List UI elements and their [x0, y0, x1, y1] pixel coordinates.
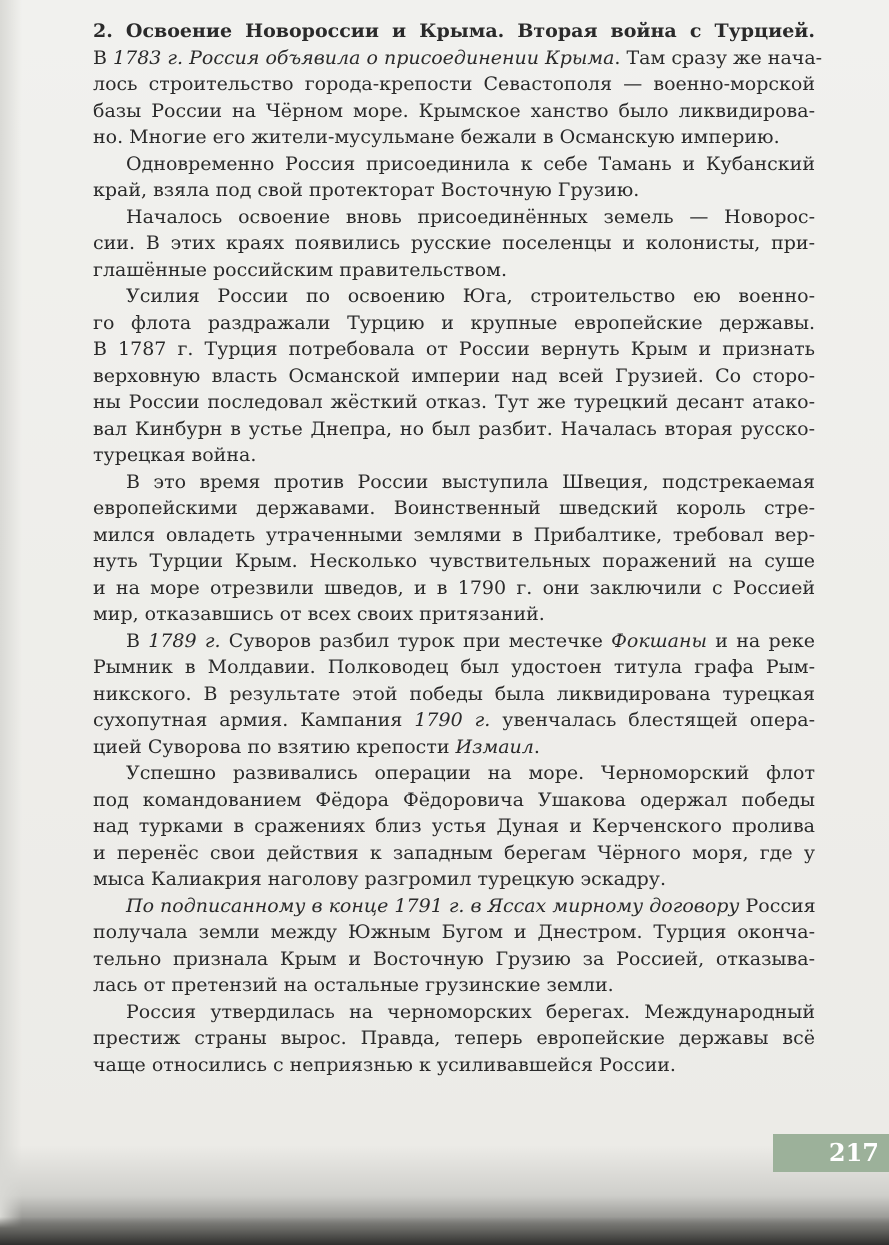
text-span: Россия — [739, 894, 816, 917]
text-line — [93, 601, 815, 628]
text-span: над турками в сражениях близ устья Дуная и Керченского пролива — [93, 815, 815, 837]
text-line — [93, 363, 815, 390]
text-line — [93, 866, 815, 893]
text-span: В — [93, 46, 114, 69]
text-line — [93, 840, 815, 867]
text-line — [93, 495, 815, 522]
italic-text-span: 1789 г. — [148, 629, 221, 652]
text-span: получала земли между Южным Бугом и Днестром. Турция оконча- — [93, 921, 815, 943]
italic-text-span: 1790 г. — [414, 709, 491, 731]
text-line — [93, 124, 815, 151]
text-span: и на море отрезвили шведов, и в 1790 г. они заключили с Россией — [93, 576, 815, 599]
text-line — [93, 1052, 815, 1079]
text-span: нуть Турции Крым. Несколько чувствительных поражений на суше — [93, 550, 815, 572]
text-span: Усилия России по освоению Юга, строительство ею военно- — [126, 285, 815, 307]
text-span: мир, отказавшись от всех своих притязаний. — [93, 603, 545, 625]
text-span: В это время против России выступила Швеция, подстрекаемая — [126, 470, 815, 493]
section-heading — [93, 18, 815, 45]
text-span: Суворов разбил турок при местечке — [220, 629, 612, 652]
text-line — [93, 654, 815, 681]
text-line — [93, 416, 815, 443]
text-span: мился овладеть утраченными землями в Прибалтике, требовал вер- — [93, 523, 815, 546]
text-line — [93, 522, 815, 549]
text-span: . — [533, 735, 540, 758]
text-span: край, взяла под свой протекторат Восточную Грузию. — [93, 179, 640, 201]
text-line — [93, 946, 815, 973]
text-span: лось строительство города-крепости Севастополя — военно-морской — [93, 73, 815, 95]
text-span: ны России последовал жёсткий отказ. Тут же турецкий десант атако- — [93, 391, 815, 413]
text-body — [93, 18, 823, 1078]
text-span: мыса Калиакрия наголову разгромил турецкую эскадру. — [93, 868, 667, 890]
text-line — [93, 336, 815, 363]
page-gutter-shadow — [0, 0, 22, 1245]
text-span: цией Суворова по взятию крепости — [93, 735, 456, 758]
text-line — [93, 575, 815, 602]
text-span: и на реке — [706, 629, 815, 652]
text-span: сии. В этих краях появились русские поселенцы и колонисты, при- — [93, 232, 815, 254]
text-span: Россия утвердилась на черноморских берегах. Международный — [126, 1000, 815, 1023]
text-line — [93, 310, 815, 337]
text-span: В 1787 г. Турция потребовала от России вернуть Крым и признать — [93, 338, 815, 360]
text-line — [93, 919, 815, 946]
text-span: . Там сразу же нача- — [614, 46, 823, 69]
text-span: В — [126, 629, 149, 652]
page-number: 217 — [828, 1138, 879, 1167]
text-line — [93, 813, 815, 840]
text-span: лась от претензий на остальные грузинские земли. — [93, 974, 614, 996]
text-line — [93, 787, 815, 814]
text-line — [93, 389, 815, 416]
text-line — [93, 257, 815, 284]
text-span: Началось освоение вновь присоединённых земель — Новорос- — [126, 205, 815, 228]
text-line — [93, 760, 815, 787]
text-span: европейскими державами. Воинственный шведский король стре- — [93, 497, 815, 519]
text-span: го флота раздражали Турцию и крупные европейские державы. — [93, 311, 815, 334]
text-line — [93, 681, 815, 708]
italic-text-span: Измаил — [455, 735, 534, 758]
text-line — [93, 230, 815, 257]
italic-text-span: 1783 г. Россия объявила о присоединении Крыма — [113, 46, 615, 69]
text-line — [93, 548, 815, 575]
text-line — [93, 628, 815, 655]
text-line — [93, 707, 815, 734]
text-span: никского. В результате этой победы была ликвидирована турецкая — [93, 682, 815, 705]
text-line — [93, 972, 815, 999]
text-span: чаще относились с неприязнью к усиливавшейся России. — [93, 1053, 676, 1076]
text-span: турецкая война. — [93, 444, 257, 466]
text-span: тельно признала Крым и Восточную Грузию за Россией, отказыва- — [93, 947, 815, 970]
text-span: сухопутная армия. Кампания — [93, 709, 415, 731]
text-line — [93, 45, 823, 72]
text-line — [93, 71, 815, 98]
text-span: вал Кинбурн в устье Днепра, но был разбит. Началась вторая русско- — [93, 417, 815, 440]
italic-text-span: Фокшаны — [611, 629, 707, 652]
text-span: базы России на Чёрном море. Крымское ханство было ликвидирова- — [93, 99, 815, 122]
text-line — [93, 442, 815, 469]
text-line — [93, 204, 815, 231]
text-line — [93, 893, 815, 920]
text-line — [93, 283, 815, 310]
text-span: и перенёс свои действия к западным берегам Чёрного моря, где у — [93, 841, 815, 864]
text-span: Рымник в Молдавии. Полководец был удостоен титула графа Рым- — [93, 656, 815, 678]
text-line — [93, 98, 815, 125]
text-line — [93, 999, 815, 1026]
page-number-tab — [773, 1134, 889, 1172]
text-line — [93, 177, 815, 204]
text-span: престиж страны вырос. Правда, теперь европейские державы всё — [93, 1027, 815, 1049]
text-span: верховную власть Османской империи над всей Грузией. Со сторо- — [93, 364, 815, 387]
text-span: 2. Освоение Новороссии и Крыма. Вторая война с Турцией. — [93, 20, 815, 42]
text-line — [93, 1025, 815, 1052]
text-span: под командованием Фёдора Фёдоровича Ушакова одержал победы — [93, 788, 815, 811]
text-span: Одновременно Россия присоединила к себе Тамань и Кубанский — [126, 152, 815, 175]
text-span: увенчалась блестящей опера- — [490, 709, 815, 731]
text-span: но. Многие его жители-мусульмане бежали в Османскую империю. — [93, 126, 780, 148]
text-line — [93, 734, 815, 761]
italic-text-span: По подписанному в конце 1791 г. в Яссах мирному договору — [126, 894, 740, 917]
text-line — [93, 151, 815, 178]
text-line — [93, 469, 815, 496]
page-bottom-edge — [0, 1217, 889, 1245]
text-span: Успешно развивались операции на море. Черноморский флот — [126, 762, 815, 784]
text-span: глашённые российским правительством. — [93, 258, 507, 281]
